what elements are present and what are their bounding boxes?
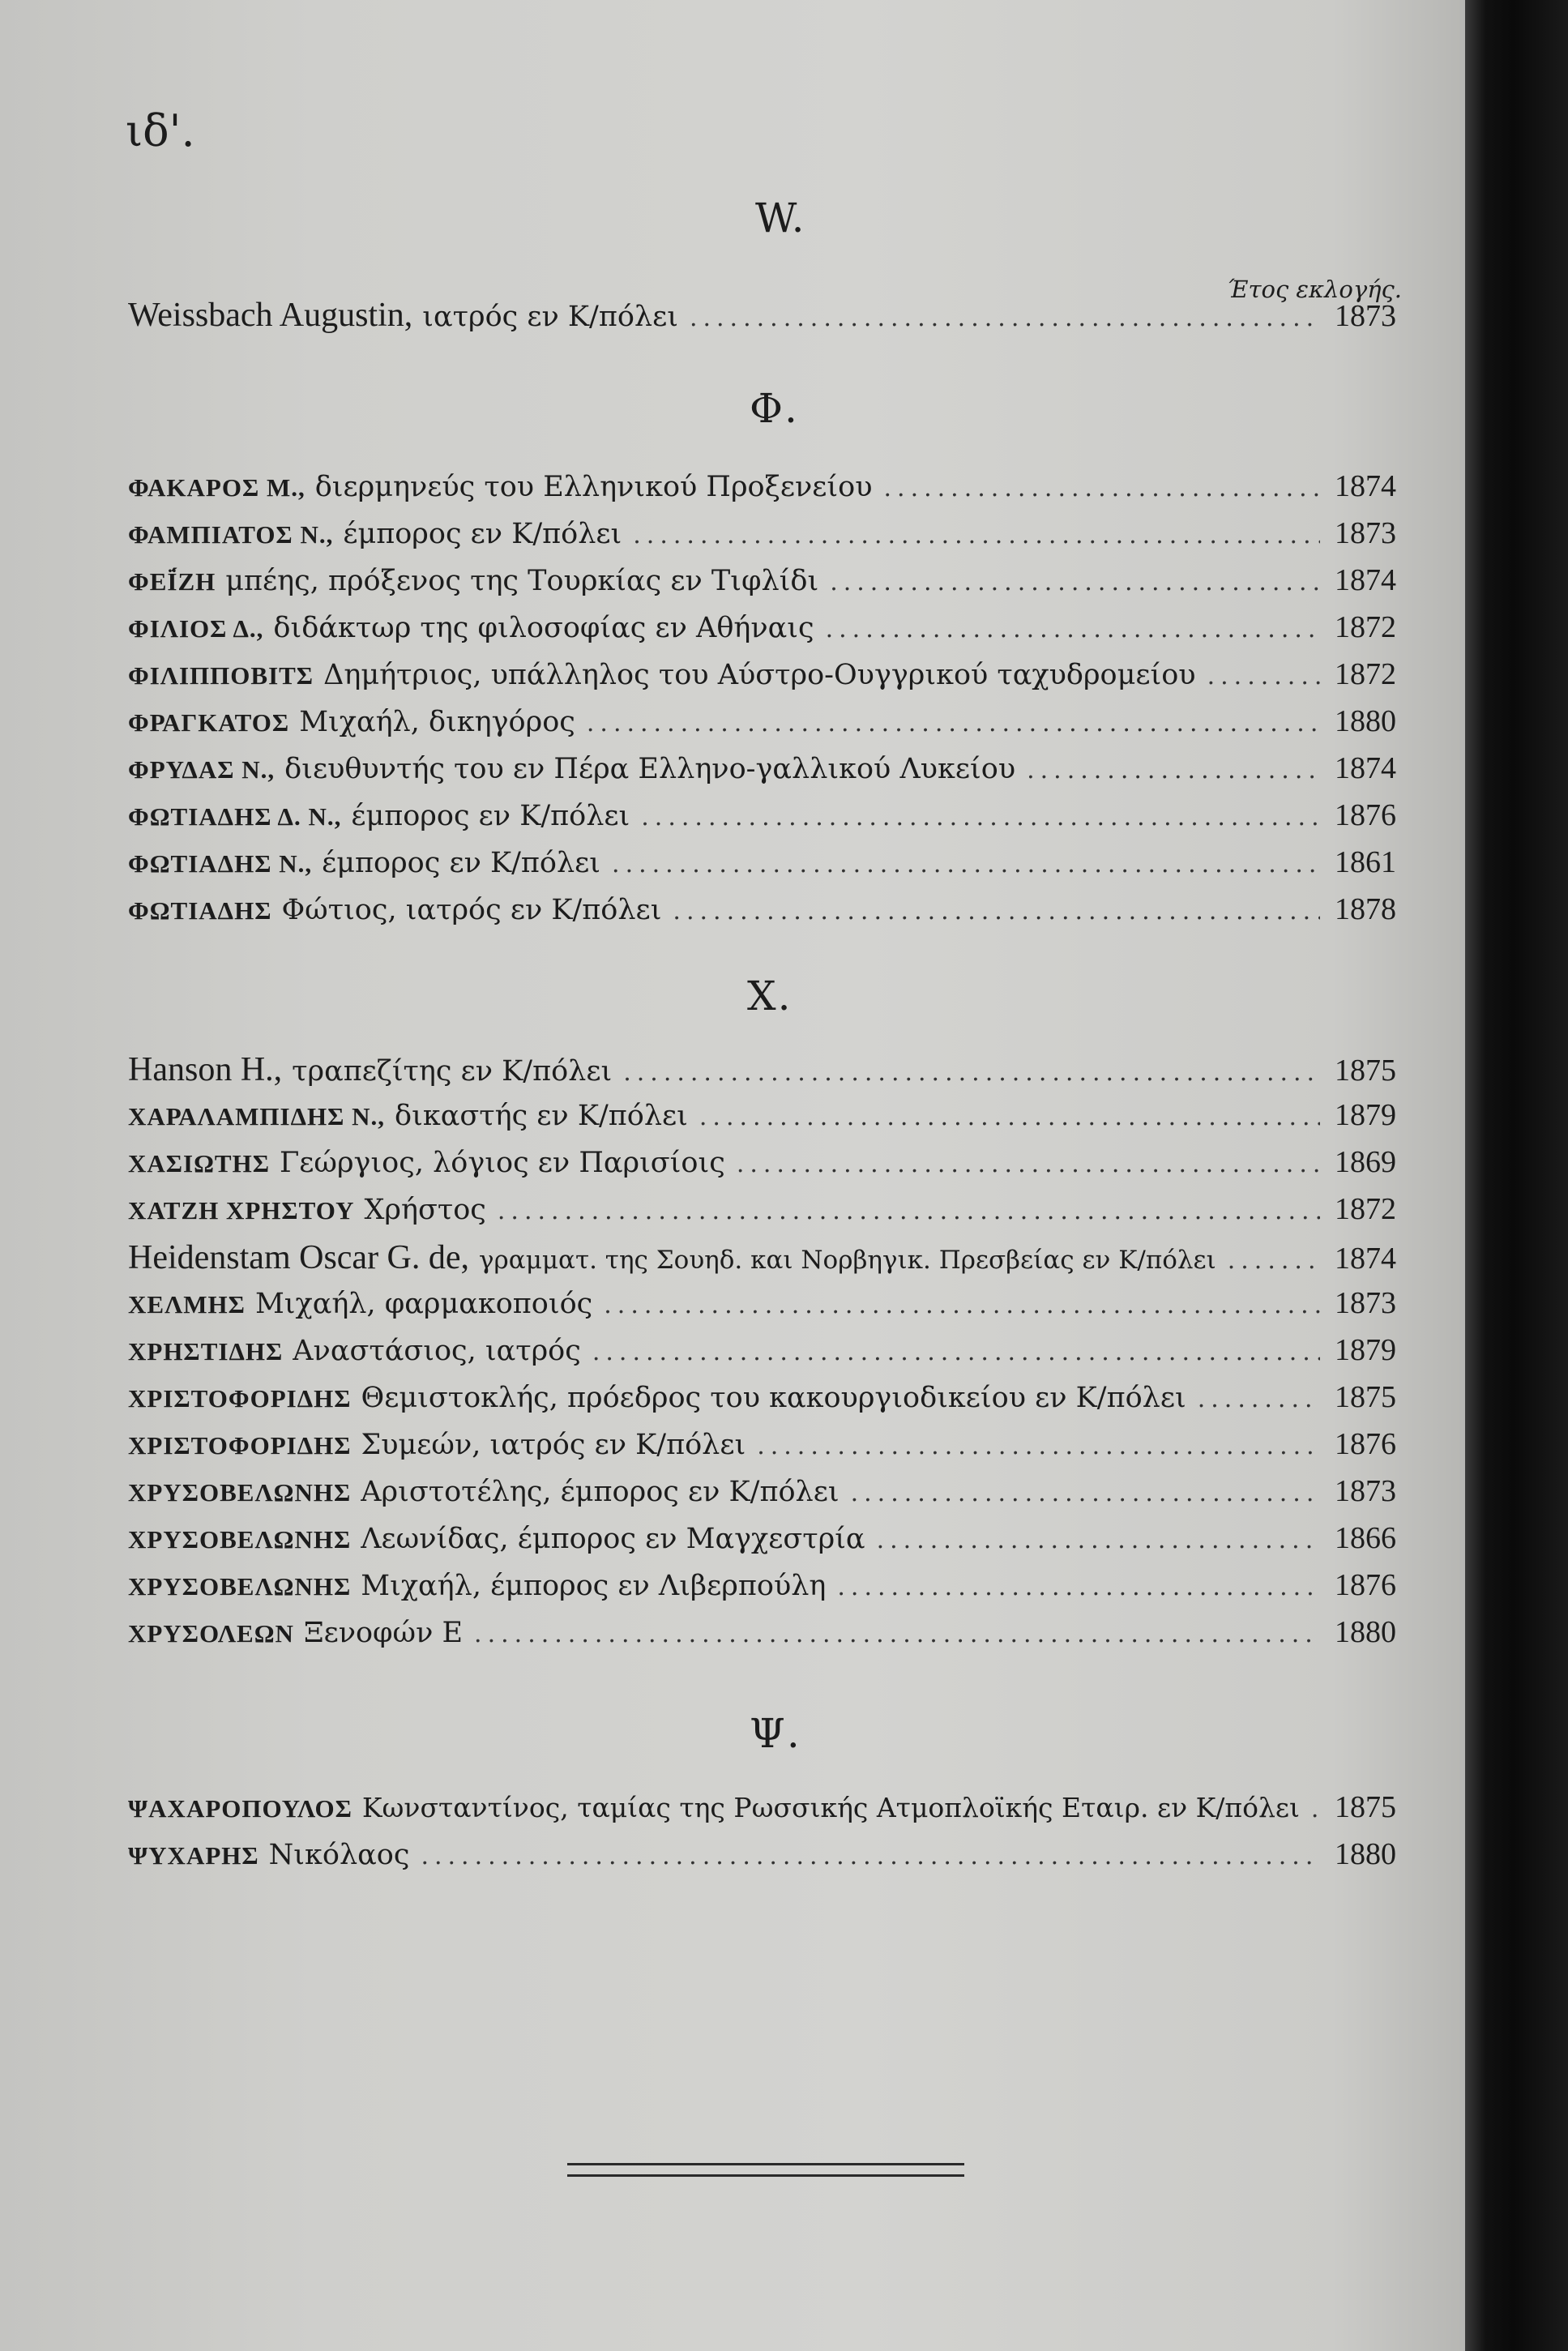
section-letter-phi: Φ. bbox=[750, 385, 799, 432]
entry-description: Νικόλαος bbox=[268, 1839, 410, 1871]
entry-year: 1879 bbox=[1335, 1098, 1396, 1132]
leader-dots bbox=[421, 1842, 1320, 1870]
entry-year: 1872 bbox=[1335, 657, 1396, 691]
entry-description: έμπορος εν Κ/πόλει bbox=[343, 518, 622, 550]
entry-year: 1861 bbox=[1335, 845, 1396, 879]
entry-year: 1880 bbox=[1335, 1837, 1396, 1871]
year-column-header: Έτος εκλογής. bbox=[1227, 276, 1402, 303]
entry-description: δικαστής εν Κ/πόλει bbox=[395, 1100, 688, 1132]
entry-name: ΦΙΛΙΠΠOΒΙΤΣ bbox=[128, 661, 314, 690]
entry-year: 1876 bbox=[1335, 1568, 1396, 1602]
entry-year: 1878 bbox=[1335, 892, 1396, 926]
list-item bbox=[128, 1144, 1396, 1190]
list-item bbox=[128, 891, 1396, 937]
leader-dots bbox=[737, 1150, 1320, 1178]
leader-dots bbox=[1311, 1795, 1320, 1823]
entry-name: ΧΑΣΙΩΤΗΣ bbox=[128, 1149, 270, 1178]
leader-dots bbox=[673, 897, 1320, 925]
leader-dots bbox=[474, 1620, 1320, 1648]
entry-description: διδάκτωρ της φιλοσοφίας εν Αθήναις bbox=[273, 612, 814, 644]
closing-double-rule bbox=[567, 2163, 964, 2177]
list-item bbox=[128, 1238, 1396, 1284]
entry-description: μπέης, πρόξενος της Τουρκίας εν Τιφλίδι bbox=[225, 565, 819, 597]
entry-name: ΧΕΛΜΗΣ bbox=[128, 1290, 246, 1319]
entry-name: Heidenstam Oscar G. de, bbox=[128, 1239, 470, 1276]
entry-name: ΦΡΑΓΚΑΤΟΣ bbox=[128, 708, 290, 737]
entry-name: ΦΑΚΑΡΟΣ Μ., bbox=[128, 473, 305, 502]
entry-description: γραμματ. της Σουηδ. και Νορβηγικ. Πρεσβείας εν Κ/πόλει bbox=[479, 1246, 1216, 1275]
entry-name: Hanson H., bbox=[128, 1051, 283, 1088]
entry-description: Αναστάσιος, ιατρός bbox=[293, 1335, 581, 1367]
page-number: ιδ'. bbox=[126, 105, 195, 156]
entry-year: 1875 bbox=[1335, 1790, 1396, 1824]
entry-year: 1872 bbox=[1335, 1192, 1396, 1226]
entry-year: 1874 bbox=[1335, 469, 1396, 503]
list-item bbox=[128, 562, 1396, 608]
entry-name: ΦΑΜΠΙΑΤΟΣ Ν., bbox=[128, 520, 334, 549]
entry-name: ΧΡΥΣΟΒΕΛΩΝΗΣ bbox=[128, 1478, 352, 1507]
entry-name: ΦΕΪ́ΖΗ bbox=[128, 567, 216, 596]
list-item bbox=[128, 750, 1396, 796]
entry-description: Μιχαήλ, φαρμακοποιός bbox=[254, 1288, 593, 1320]
leader-dots bbox=[604, 1291, 1320, 1319]
entry-year: 1880 bbox=[1335, 1615, 1396, 1649]
entry-year: 1874 bbox=[1335, 751, 1396, 785]
entry-description: διερμηνεύς του Ελληνικού Προξενείου bbox=[314, 471, 873, 503]
leader-dots bbox=[690, 304, 1320, 332]
entry-year: 1872 bbox=[1335, 610, 1396, 644]
list-item bbox=[128, 1050, 1396, 1096]
entry-year: 1873 bbox=[1335, 1474, 1396, 1508]
entry-year: 1869 bbox=[1335, 1145, 1396, 1179]
entry-description: Δημήτριος, υπάλληλος του Αύστρο-Ουγγρικού ταχυδρομείου bbox=[323, 659, 1196, 691]
entry-year: 1876 bbox=[1335, 1427, 1396, 1461]
list-item bbox=[128, 1285, 1396, 1331]
leader-dots bbox=[612, 850, 1320, 878]
entry-name: ΧΑΡΑΛΑΜΠΙΔΗΣ Ν., bbox=[128, 1102, 386, 1131]
leader-dots bbox=[633, 521, 1320, 549]
leader-dots bbox=[757, 1432, 1320, 1460]
leader-dots bbox=[699, 1103, 1320, 1131]
entry-year: 1873 bbox=[1335, 299, 1396, 333]
entry-year: 1875 bbox=[1335, 1380, 1396, 1414]
entry-description: Αριστοτέλης, έμπορος εν Κ/πόλει bbox=[361, 1476, 840, 1508]
entry-name: ΦΩΤΙΑΔΗΣ bbox=[128, 896, 272, 925]
list-item bbox=[128, 468, 1396, 514]
entry-name: ΦΩΤΙΑΔΗΣ Δ. Ν., bbox=[128, 802, 342, 831]
entry-year: 1876 bbox=[1335, 798, 1396, 832]
entry-name: ΨΑΧΑΡΟΠΟΥΛΟΣ bbox=[128, 1794, 352, 1823]
entry-description: Συμεών, ιατρός εν Κ/πόλει bbox=[361, 1429, 746, 1461]
list-item bbox=[128, 1567, 1396, 1613]
entry-name: ΧΑΤΖΗ ΧΡΗΣΤΟΥ bbox=[128, 1196, 355, 1225]
entry-name: ΧΡΥΣΟΒΕΛΩΝΗΣ bbox=[128, 1525, 352, 1554]
list-item bbox=[128, 1332, 1396, 1378]
entry-name: ΧΡΙΣΤΟΦΟΡΙΔΗΣ bbox=[128, 1431, 352, 1460]
entry-year: 1874 bbox=[1335, 563, 1396, 597]
entry-name: ΧΡΗΣΤΙΔΗΣ bbox=[128, 1337, 284, 1366]
entry-description: έμπορος εν Κ/πόλει bbox=[351, 800, 630, 832]
list-item bbox=[128, 1789, 1396, 1835]
leader-dots bbox=[826, 615, 1320, 643]
leader-dots bbox=[877, 1526, 1320, 1554]
list-item bbox=[128, 797, 1396, 843]
list-item bbox=[128, 515, 1396, 561]
entry-description: έμπορος εν Κ/πόλει bbox=[322, 847, 601, 879]
leader-dots bbox=[623, 1058, 1320, 1087]
entry-description: τραπεζίτης εν Κ/πόλει bbox=[292, 1055, 613, 1088]
entry-year: 1875 bbox=[1335, 1054, 1396, 1088]
book-binding-shadow bbox=[1465, 0, 1568, 2351]
leader-dots bbox=[1027, 756, 1320, 784]
entry-description: Θεμιστοκλής, πρόεδρος του κακουργιοδικείου εν Κ/πόλει bbox=[361, 1382, 1186, 1414]
entry-description: Λεωνίδας, έμπορος εν Μαγχεστρία bbox=[361, 1523, 865, 1555]
entry-description: Χρήστος bbox=[364, 1194, 486, 1226]
entry-year: 1873 bbox=[1335, 1286, 1396, 1320]
entry-description: Μιχαήλ, έμπορος εν Λιβερπούλη bbox=[361, 1570, 827, 1602]
leader-dots bbox=[1228, 1246, 1320, 1275]
leader-dots bbox=[1207, 662, 1320, 690]
entry-name: ΧΡΥΣΟΒΕΛΩΝΗΣ bbox=[128, 1572, 352, 1601]
list-item bbox=[128, 296, 1396, 341]
leader-dots bbox=[592, 1338, 1320, 1366]
entry-year: 1874 bbox=[1335, 1242, 1396, 1276]
entry-description: ιατρός εν Κ/πόλει bbox=[422, 301, 678, 333]
leader-dots bbox=[851, 1479, 1320, 1507]
list-item bbox=[128, 1097, 1396, 1143]
section-letter-w: W. bbox=[755, 194, 806, 242]
list-item bbox=[128, 844, 1396, 890]
list-item bbox=[128, 656, 1396, 702]
list-item bbox=[128, 1191, 1396, 1237]
entry-description: διευθυντής του εν Πέρα Ελληνο-γαλλικού Λυκείου bbox=[284, 753, 1016, 785]
list-item bbox=[128, 609, 1396, 655]
list-item bbox=[128, 1614, 1396, 1660]
entry-description: Φώτιος, ιατρός εν Κ/πόλει bbox=[281, 894, 662, 926]
leader-dots bbox=[1198, 1385, 1320, 1413]
entry-description: Κωνσταντίνος, ταμίας της Ρωσσικής Ατμοπλοϊκής Εταιρ. εν Κ/πόλει bbox=[361, 1792, 1300, 1823]
entry-description: Ξενοφών Ε bbox=[303, 1617, 464, 1649]
entry-name: ΦΡΥΔΑΣ Ν., bbox=[128, 755, 276, 784]
entry-year: 1866 bbox=[1335, 1521, 1396, 1555]
list-item bbox=[128, 703, 1396, 749]
leader-dots bbox=[884, 474, 1321, 502]
entry-name: ΨΥΧΑΡΗΣ bbox=[128, 1841, 259, 1870]
leader-dots bbox=[498, 1197, 1320, 1225]
entry-year: 1879 bbox=[1335, 1333, 1396, 1367]
list-item bbox=[128, 1426, 1396, 1472]
leader-dots bbox=[641, 803, 1320, 831]
list-item bbox=[128, 1836, 1396, 1882]
entry-name: ΧΡΥΣΟΛΕΩΝ bbox=[128, 1619, 294, 1648]
list-item bbox=[128, 1520, 1396, 1566]
entry-name: ΦΙΛΙΟΣ Δ., bbox=[128, 614, 264, 643]
leader-dots bbox=[837, 1573, 1320, 1601]
entry-name: ΦΩΤΙΑΔΗΣ Ν., bbox=[128, 849, 313, 878]
entry-description: Γεώργιος, λόγιος εν Παρισίοις bbox=[280, 1147, 725, 1179]
entry-name: ΧΡΙΣΤΟΦΟΡΙΔΗΣ bbox=[128, 1384, 352, 1413]
list-item bbox=[128, 1473, 1396, 1519]
section-letter-psi: Ψ. bbox=[750, 1710, 801, 1757]
section-letter-chi: Χ. bbox=[747, 972, 793, 1019]
entry-year: 1873 bbox=[1335, 516, 1396, 550]
list-item bbox=[128, 1379, 1396, 1425]
leader-dots bbox=[830, 568, 1320, 596]
entry-name: Weissbach Augustin, bbox=[128, 297, 413, 334]
entry-year: 1880 bbox=[1335, 704, 1396, 738]
leader-dots bbox=[587, 709, 1320, 737]
entry-description: Μιχαήλ, δικηγόρος bbox=[299, 706, 575, 738]
